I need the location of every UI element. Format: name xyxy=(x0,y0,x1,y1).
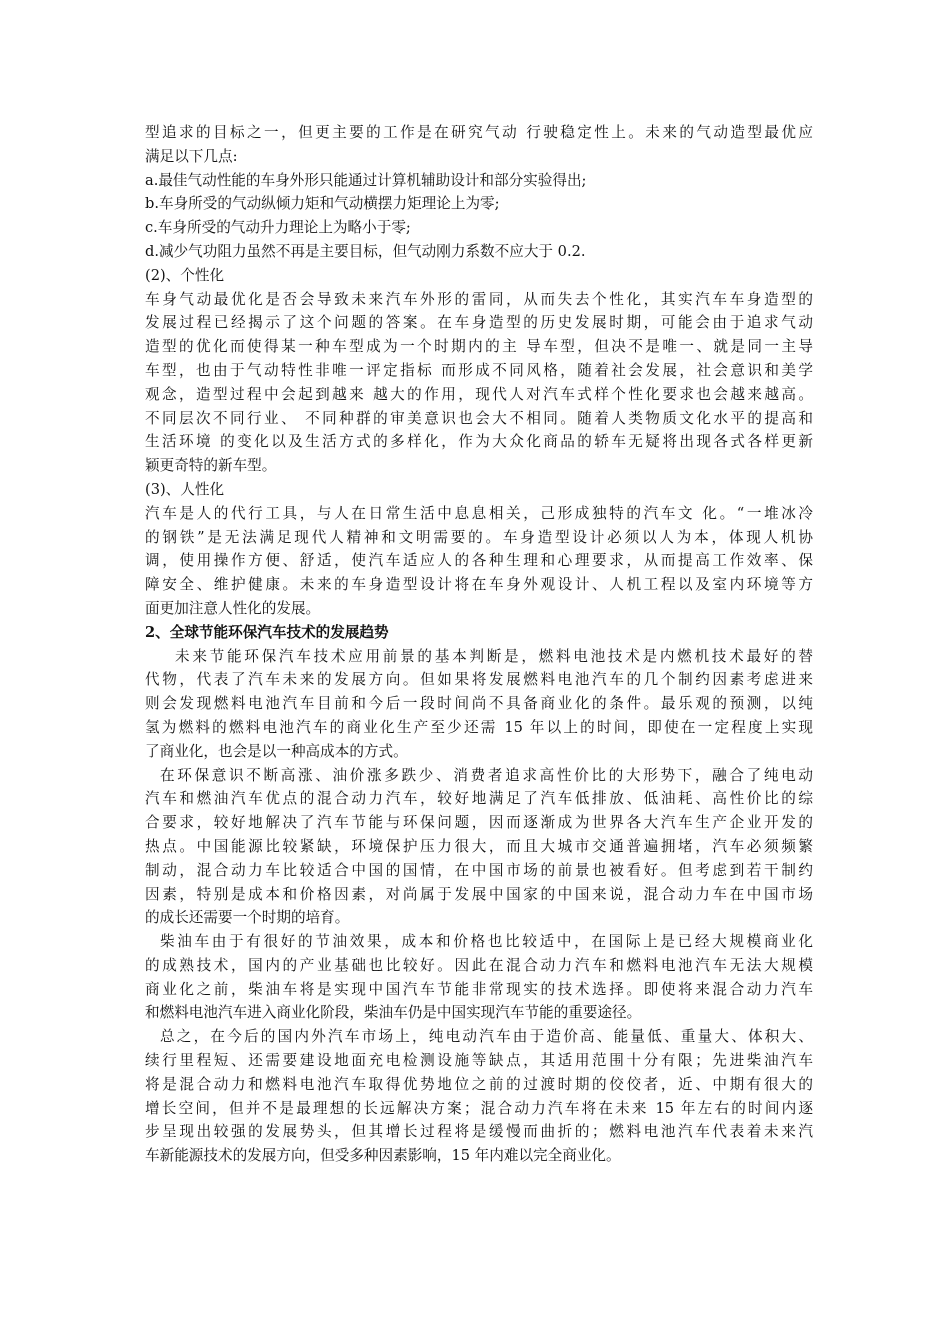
text-line: 观念，造型过程中会起到越来 越大的作用，现代人对汽车式样个性化要求也会越来越高。 xyxy=(145,385,813,403)
text-line: 增长空间，但并不是最理想的长远解决方案；混合动力汽车将在未来 15 年左右的时间内逐 xyxy=(145,1099,813,1117)
text-line: 代物，代表了汽车未来的发展方向。但如果将发展燃料电池汽车的几个制约因素考虑进来 xyxy=(145,671,813,689)
text-line: 和燃料电池汽车进入商业化阶段，柴油车仍是中国实现汽车节能的重要途径。 xyxy=(145,1004,642,1022)
text-line: 障安全、维护健康。未来的车身造型设计将在车身外观设计、人机工程以及室内环境等方 xyxy=(145,576,813,594)
text-line: (2)、个性化 xyxy=(145,266,225,284)
text-line: 将是混合动力和燃料电池汽车取得优势地位之前的过渡时期的佼佼者，近、中期有很大的 xyxy=(145,1075,813,1093)
text-line: a.最佳气动性能的车身外形只能通过计算机辅助设计和部分实验得出; xyxy=(145,171,587,189)
text-line: 续行里程短、还需要建设地面充电检测设施等缺点，其适用范围十分有限；先进柴油汽车 xyxy=(145,1052,813,1070)
text-line: 满足以下几点: xyxy=(145,147,238,165)
text-line: 车型，也由于气动特性非唯一评定指标 而形成不同风格，随着社会发展，社会意识和美学 xyxy=(145,361,813,379)
text-line: b.车身所受的气动纵倾力矩和气动横摆力矩理论上为零; xyxy=(145,195,500,213)
text-line: 发展过程已经揭示了这个问题的答案。在车身造型的历史发展时期，可能会由于追求气动 xyxy=(145,314,813,332)
text-line: 车新能源技术的发展方向，但受多种因素影响，15 年内难以完全商业化。 xyxy=(145,1147,621,1165)
text-line: 商业化之前，柴油车将是实现中国汽车节能非常现实的技术选择。即使将来混合动力汽车 xyxy=(145,980,813,998)
text-line: 不同层次不同行业、 不同种群的审美意识也会大不相同。随着人类物质文化水平的提高和 xyxy=(145,409,813,427)
text-line: 柴油车由于有很好的节油效果，成本和价格也比较适中，在国际上是已经大规模商业化 xyxy=(160,933,813,951)
text-line: 因素，特别是成本和价格因素，对尚属于发展中国家的中国来说，混合动力车在中国市场 xyxy=(145,885,813,903)
text-line: d.减少气功阻力虽然不再是主要目标，但气动刚力系数不应大于 0.2. xyxy=(145,242,586,260)
text-line: 未来节能环保汽车技术应用前景的基本判断是，燃料电池技术是内燃机技术最好的替 xyxy=(175,647,813,665)
text-line: 型追求的目标之一，但更主要的工作是在研究气动 行驶稳定性上。未来的气动造型最优应 xyxy=(145,124,813,141)
text-line: 调，使用操作方便、舒适，使汽车适应人的各种生理和心理要求，从而提高工作效率、保 xyxy=(145,552,813,570)
text-line: 造型的优化而使得某一种车型成为一个时期内的主 导车型，但决不是唯一、就是同一主导 xyxy=(145,338,813,356)
text-line: 汽车和燃油汽车优点的混合动力汽车，较好地满足了汽车低排放、低油耗、高性价比的综 xyxy=(145,790,813,808)
text-line: 热点。中国能源比较紧缺，环境保护压力很大，而且大城市交通普遍拥堵，汽车必须频繁 xyxy=(145,837,813,855)
text-line: 的成长还需要一个时期的培育。 xyxy=(145,909,350,927)
text-line: 面更加注意人性化的发展。 xyxy=(145,599,321,617)
text-line: 颖更奇特的新车型。 xyxy=(145,457,277,475)
text-line: 步呈现出较强的发展势头，但其增长过程将是缓慢而曲折的；燃料电池汽车代表着未来汽 xyxy=(145,1123,813,1141)
text-line: 了商业化，也会是以一种高成本的方式。 xyxy=(145,742,408,760)
section-heading: 2、全球节能环保汽车技术的发展趋势 xyxy=(145,623,389,641)
text-line: 则会发现燃料电池汽车目前和今后一段时间尚不具备商业化的条件。最乐观的预测，以纯 xyxy=(145,695,813,713)
text-line: 生活环境 的变化以及生活方式的多样化，作为大众化商品的轿车无疑将出现各式各样更新 xyxy=(145,433,813,451)
text-line: (3)、人性化 xyxy=(145,480,225,498)
text-line: 合要求，较好地解决了汽车节能与环保问题，因而逐渐成为世界各大汽车生产企业开发的 xyxy=(145,814,813,832)
text-line: c.车身所受的气动升力理论上为略小于零; xyxy=(145,219,411,237)
text-line: 氢为燃料的燃料电池汽车的商业化生产至少还需 15 年以上的时间，即使在一定程度上实现 xyxy=(145,718,813,736)
text-line: 总之，在今后的国内外汽车市场上，纯电动汽车由于造价高、能量低、重量大、体积大、 xyxy=(160,1028,813,1046)
text-line: 制动，混合动力车比较适合中国的国情，在中国市场的前景也被看好。但考虑到若干制约 xyxy=(145,861,813,879)
text-line: 的成熟技术，国内的产业基础也比较好。因此在混合动力汽车和燃料电池汽车无法大规模 xyxy=(145,956,813,974)
text-line: 在环保意识不断高涨、油价涨多跌少、消费者追求高性价比的大形势下，融合了纯电动 xyxy=(160,766,813,784)
text-line: 的钢铁”是无法满足现代人精神和文明需要的。车身造型设计必须以人为本，体现人机协 xyxy=(145,528,813,546)
text-line: 汽车是人的代行工具，与人在日常生活中息息相关，己形成独特的汽车文 化。“一堆冰冷 xyxy=(145,504,813,522)
document-page xyxy=(145,121,813,1168)
text-line: 车身气动最优化是否会导致未来汽车外形的雷同，从而失去个性化，其实汽车车身造型的 xyxy=(145,290,813,308)
